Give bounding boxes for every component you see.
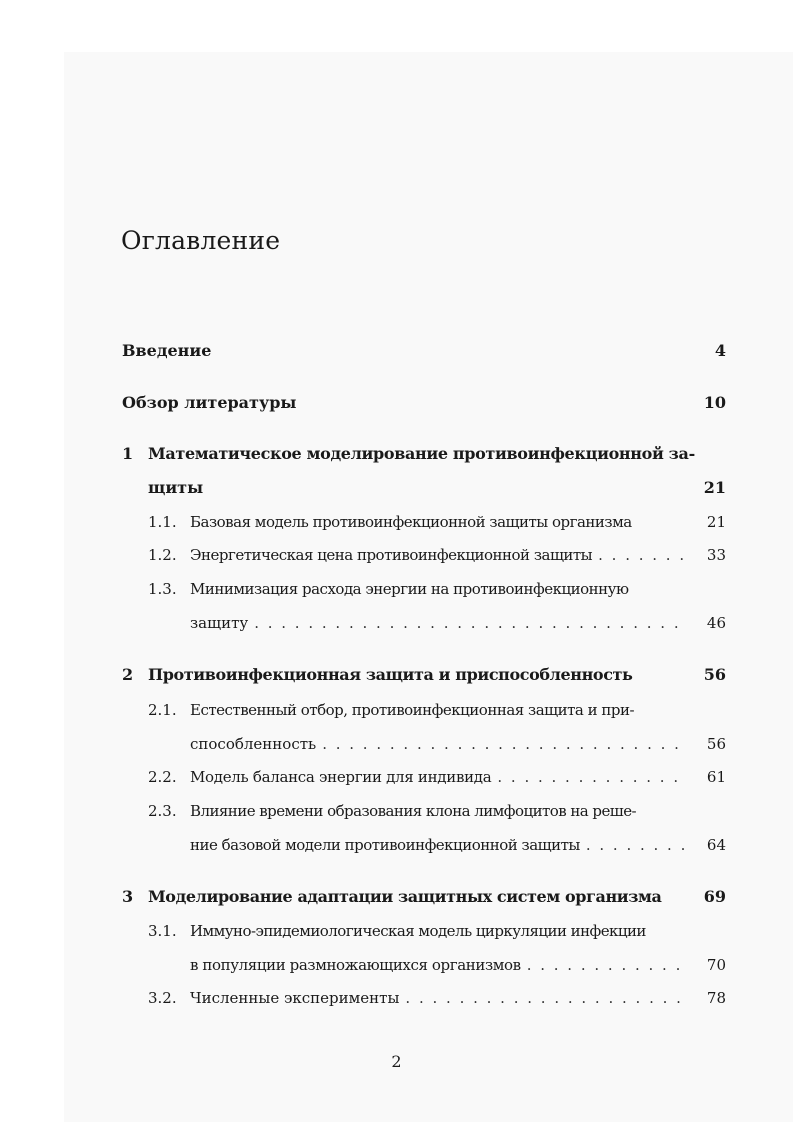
leader-dots bbox=[527, 954, 684, 976]
chapter-3-page: 69 bbox=[703, 887, 726, 906]
page-number: 2 bbox=[391, 1052, 402, 1071]
section-2-2-row bbox=[190, 766, 690, 788]
section-2-3-title-line1: Влияние времени образования клона лимфоцитов на реше- bbox=[190, 802, 637, 820]
chapter-3-number: 3 bbox=[122, 887, 134, 906]
chapter-2-title: Противоинфекционная защита и приспособленность bbox=[148, 665, 633, 684]
toc-entry-intro-page: 4 bbox=[714, 341, 726, 360]
section-1-3-title-line1: Минимизация расхода энергии на противоинфекционную bbox=[190, 580, 629, 598]
section-1-2-title: Энергетическая цена противоинфекционной защиты bbox=[190, 546, 593, 564]
toc-entry-review-label: Обзор литературы bbox=[122, 393, 297, 412]
section-1-2-number: 1.2. bbox=[148, 546, 177, 564]
section-2-3-title-line2: ние базовой модели противоинфекционной защиты bbox=[190, 836, 580, 854]
section-1-1-page: 21 bbox=[706, 513, 726, 531]
section-3-2-page: 78 bbox=[706, 989, 726, 1007]
section-2-2-title: Модель баланса энергии для индивида bbox=[190, 768, 492, 786]
section-3-2-row bbox=[190, 987, 690, 1009]
section-1-3-row bbox=[190, 612, 690, 634]
leader-dots bbox=[322, 733, 684, 755]
section-2-1-title-line2: способленность bbox=[190, 735, 317, 753]
section-1-2-row bbox=[190, 544, 690, 566]
toc-entry-intro-label: Введение bbox=[122, 341, 212, 360]
section-2-1-page: 56 bbox=[706, 735, 726, 753]
chapter-1-title-line2: щиты bbox=[148, 478, 204, 497]
chapter-1-title-line1: Математическое моделирование противоинфекционной за- bbox=[148, 444, 695, 463]
chapter-3-title: Моделирование адаптации защитных систем организма bbox=[148, 887, 662, 906]
chapter-2-number: 2 bbox=[122, 665, 134, 684]
section-3-1-title-line1: Иммуно-эпидемиологическая модель циркуляции инфекции bbox=[190, 922, 646, 940]
toc-entry-review-page: 10 bbox=[703, 393, 726, 412]
section-2-1-number: 2.1. bbox=[148, 701, 177, 719]
section-2-3-page: 64 bbox=[706, 836, 726, 854]
section-3-1-number: 3.1. bbox=[148, 922, 177, 940]
chapter-2-page: 56 bbox=[703, 665, 726, 684]
leader-dots bbox=[405, 987, 684, 1009]
section-2-3-row bbox=[190, 834, 690, 856]
section-1-1-title: Базовая модель противоинфекционной защиты организма bbox=[190, 513, 632, 531]
section-2-2-number: 2.2. bbox=[148, 768, 177, 786]
section-1-2-page: 33 bbox=[706, 546, 726, 564]
leader-dots bbox=[254, 612, 684, 634]
section-2-1-row bbox=[190, 733, 690, 755]
section-2-1-title-line1: Естественный отбор, противоинфекционная защита и при- bbox=[190, 701, 635, 719]
section-2-3-number: 2.3. bbox=[148, 802, 177, 820]
section-3-2-title: Численные эксперименты bbox=[190, 989, 400, 1007]
section-1-1-number: 1.1. bbox=[148, 513, 177, 531]
leader-dots bbox=[497, 766, 684, 788]
section-1-3-page: 46 bbox=[706, 614, 726, 632]
section-1-3-number: 1.3. bbox=[148, 580, 177, 598]
section-2-2-page: 61 bbox=[706, 768, 726, 786]
section-3-1-title-line2: в популяции размножающихся организмов bbox=[190, 956, 521, 974]
toc-title: Оглавление bbox=[121, 226, 281, 255]
section-3-2-number: 3.2. bbox=[148, 989, 177, 1007]
section-1-3-title-line2: защиту bbox=[190, 614, 249, 632]
section-3-1-page: 70 bbox=[706, 956, 726, 974]
chapter-1-number: 1 bbox=[122, 444, 134, 463]
section-3-1-row bbox=[190, 954, 690, 976]
chapter-1-page: 21 bbox=[703, 478, 726, 497]
